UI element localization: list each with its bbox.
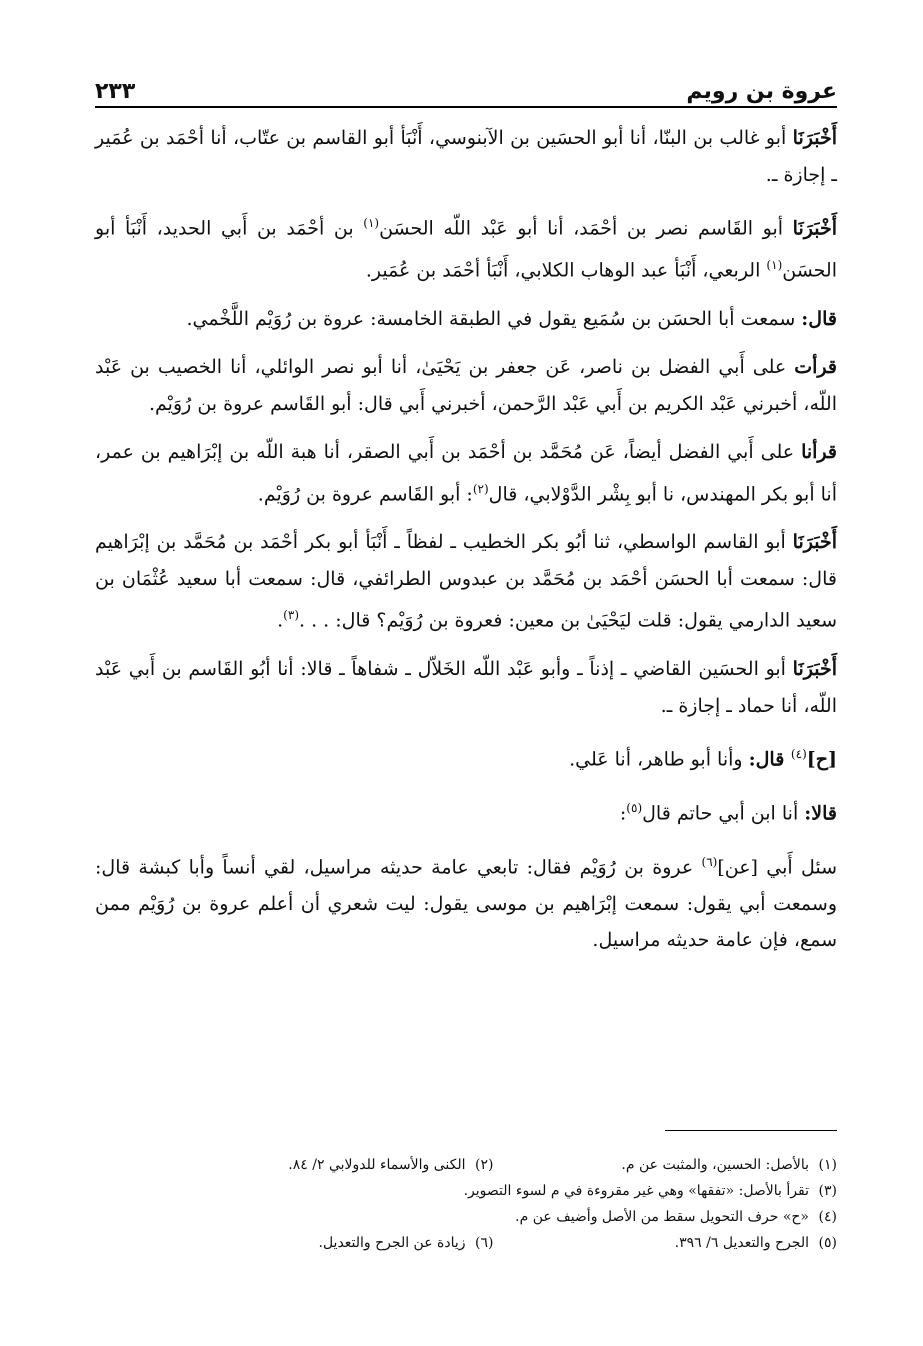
running-title: عروة بن رويم [686,79,837,104]
paragraph-6 [95,524,837,639]
paragraph-text: سمعت أبا الحسَن بن سُمَيع يقول في الطبقة الخامسة: عروة بن رُوَيْم اللَّخْمي. [186,307,802,330]
paragraph-text: أنا ابن أبي حاتم قال [642,802,805,825]
lead-word: أَخْبَرَنَا [792,658,837,681]
paragraph-text: وأنا أبو طاهر، أنا عَلي. [569,748,749,771]
paragraph-text: سئل أَبي [عن] [717,856,837,879]
footnote-text: الجرح والتعديل ٦/ ٣٩٦. [674,1235,809,1251]
footnote-text: زيادة عن الجرح والتعديل. [318,1235,466,1251]
page-header [95,70,837,104]
paragraph-text: أبو القاسم الواسطي، ثنا أبُو بكر الخطيب ـ لفظاً ـ أَنْبَأ أبو بكر أحْمَد بن مُحَمَّد بن إبْرَاهيم قال: سمعت أبا الحسَن أحْمَد بن مُحَمَّد بن عبدوس الطرائفي، قال: سمعت أبا سعيد عُثْمَان بن سعيد الدارمي يقول: قلت ليَحْيَىٰ بن معين: فعروة بن رُوَيْم؟ قال: . . . [95,531,837,632]
footnote-ref[interactable]: (٤) [790,747,807,762]
lead-word: أَخْبَرَنَا [792,531,837,554]
paragraph-text: أبو الحسَين القاضي ـ إذناً ـ وأبو عَبْد اللّه الخَلاّل ـ شفاهاً ـ قالا: أنا أبُو القَاسم بن أَبي عَبْد اللّه، أنا حماد ـ إجازة ـ. [95,658,837,717]
footnote-text: تقرأ بالأصل: «تفقها» وهي غير مقروءة في م لسوء التصوير. [463,1183,809,1199]
paragraph-text: عروة بن رُوَيْم فقال: تابعي عامة حديثه مراسيل، لقي أنساً وأبا كبشة قال: وسمعت أبي يقول: سمعت إبْرَاهيم بن موسى يقول: ليت شعري أن أعلم عروة بن رُوَيْم ممن سمع، فإن عامة حديثه مراسيل. [95,856,837,952]
paragraph-text: على أَبي الفضل بن ناصر، عَن جعفر بن يَحْيَىٰ، أنا أبو نصر الوائلي، أنا الخصيب بن عَبْد اللّه، أخبرني عَبْد الكريم بن أَبي عَبْد الرَّحمن، أخبرني أَبي قال: أبو القَاسم عروة بن رُوَيْم. [95,356,837,415]
footnote-row [150,1152,837,1178]
paragraph-text: . [277,609,284,632]
ha-bracket: [ح] [806,748,837,771]
paragraph-text: على أَبي الفضل أيضاً، عَن مُحَمَّد بن أحْمَد بن أَبي الصقر، أنا هبة اللّه بن إبْرَاهيم بن عمر، أنا أبو بكر المهندس، نا أبو بِشْر الدَّوْلابي، قال [95,441,837,505]
footnote-ref[interactable]: (٥) [626,801,643,816]
footnote-ref[interactable]: (٦) [701,854,718,869]
paragraph-text: الربعي، أَنْبَأ عبد الوهاب الكلابي، أَنْبَأ أحْمَد بن عُمَير. [365,259,767,282]
lead-word: قرأنا [801,441,837,464]
footnote-text: «ح» حرف التحويل سقط من الأصل وأضيف عن م. [515,1209,809,1225]
paragraph-text: : أبو القَاسم عروة بن رُوَيْم. [257,482,473,505]
footnote-number: (٣) [818,1183,837,1199]
paragraph-5 [95,434,837,512]
footnote-row [150,1230,837,1256]
paragraph-4 [95,349,837,422]
header-rule [95,106,837,108]
footnote-number: (١) [818,1157,837,1173]
footnote-6 [150,1230,494,1256]
paragraph-2 [95,205,837,289]
paragraph-text: أبو القَاسم نصر بن أحْمَد، أنا أبو عَبْد اللّه الحسَن [379,217,793,240]
footnote-number: (٦) [475,1235,494,1251]
paragraph-last [95,844,837,959]
lead-word: قرأت [794,356,837,379]
main-text [95,120,837,971]
paragraph-text: : [619,802,627,825]
page-number: ٢٣٣ [95,79,136,104]
footnote-row [150,1178,837,1204]
lead-word: قالا: [804,802,837,825]
footnote-text: بالأصل: الحسين، والمثبت عن م. [621,1157,809,1173]
footnote-ref[interactable]: (٣) [283,608,299,623]
footnote-rule [665,1130,837,1131]
paragraph-text: بن أحْمَد بن أَبي الحديد، أَنْبَأ أبو الحسَن [95,217,837,282]
footnote-1 [494,1152,838,1178]
footnote-ref[interactable]: (٢) [472,481,489,496]
footnote-ref[interactable]: (١) [766,257,783,272]
lead-word: أَخْبَرَنَا [792,127,837,149]
footnote-ref[interactable]: (١) [363,216,380,230]
footnote-number: (٥) [818,1235,837,1251]
footnote-4 [150,1204,837,1230]
paragraph-text: أبو غالب بن البنّا، أنا أبو الحسَين بن الآبنوسي، أَنْبَأ أبو القاسم بن عتّاب، أنا أحْمَد بن عُمَير ـ إجازة ـ. [95,127,837,186]
footnote-2 [150,1152,494,1178]
footnotes [150,1152,837,1256]
paragraph-1 [95,120,837,193]
paragraph-3 [95,301,837,338]
qala-line [95,790,837,832]
lead-word: قال: [748,748,791,771]
footnote-text: الكنى والأسماء للدولابي ٢/ ٨٤. [288,1157,466,1173]
footnote-3 [150,1178,837,1204]
footnote-5 [494,1230,838,1256]
ha-line [95,736,837,778]
footnote-row [150,1204,837,1230]
paragraph-7 [95,651,837,724]
footnote-number: (٤) [818,1209,837,1225]
lead-word: قال: [801,307,837,330]
lead-word: أَخْبَرَنَا [792,217,837,240]
footnote-number: (٢) [475,1157,494,1173]
